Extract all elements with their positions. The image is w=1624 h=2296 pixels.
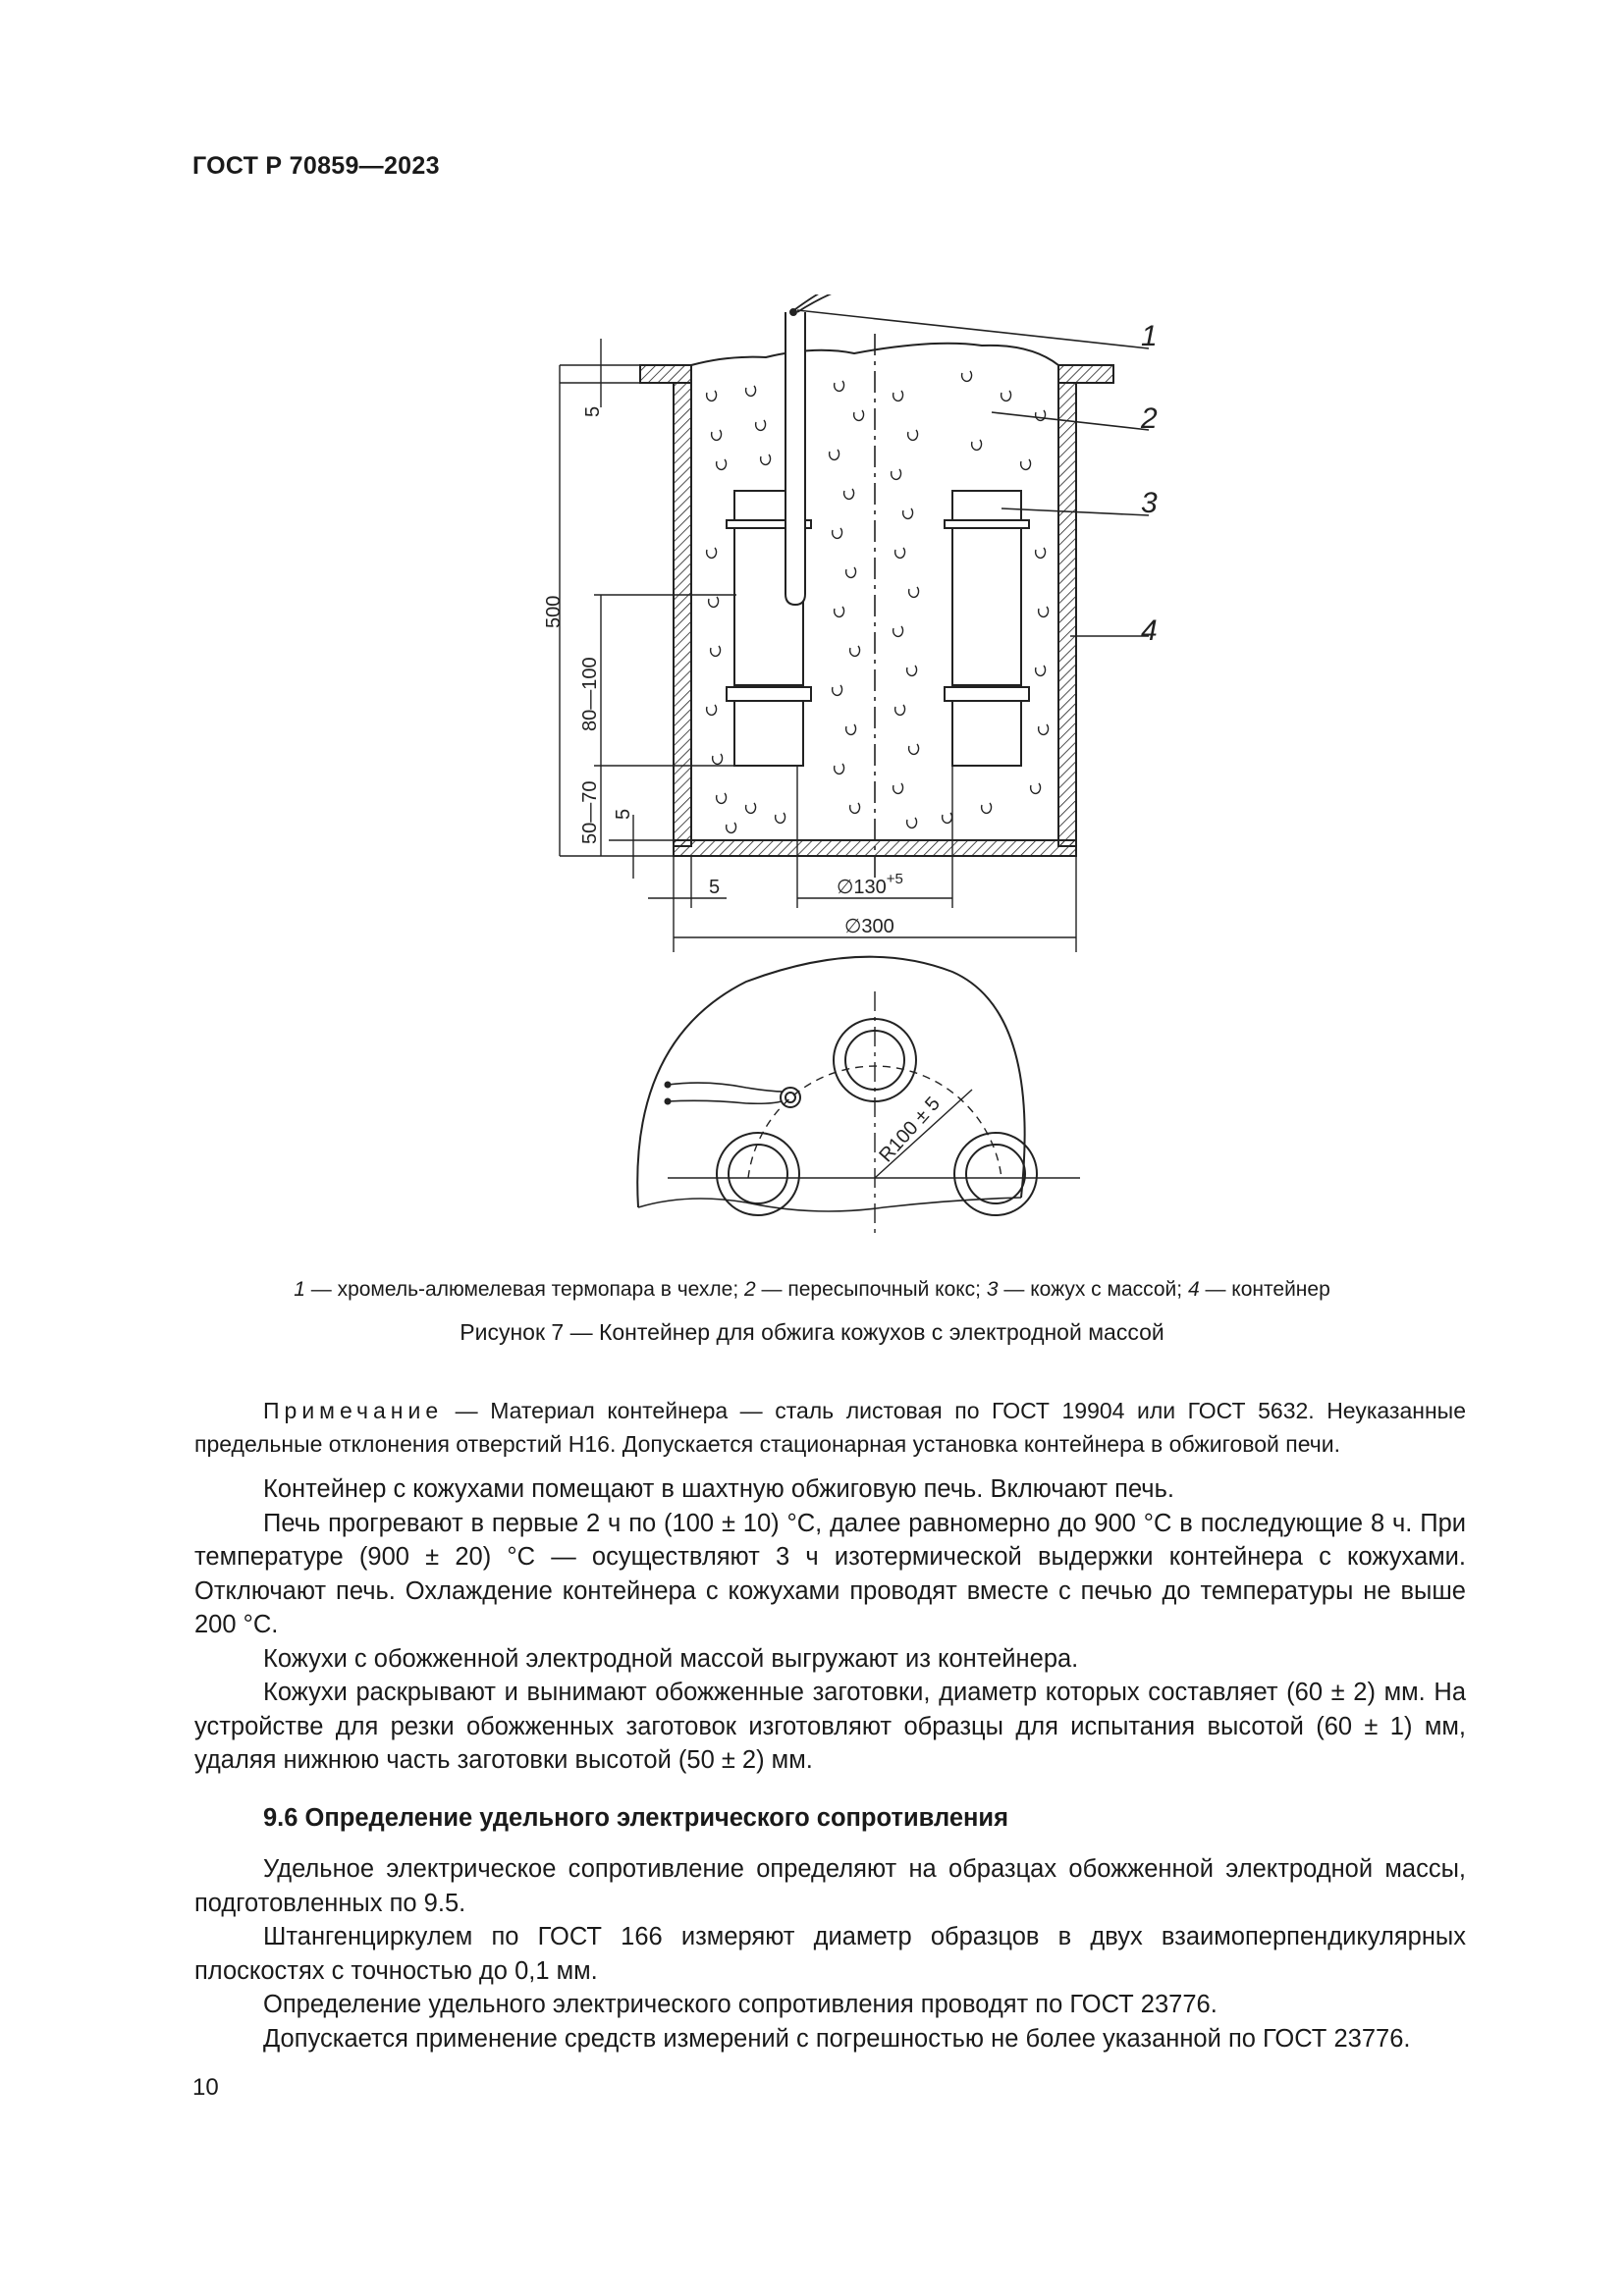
body-text <box>194 1472 1466 2056</box>
dim-300: ∅300 <box>844 916 894 937</box>
paragraph: Печь прогревают в первые 2 ч по (100 ± 10) °С, далее равномерно до 900 °С в последующие 8 ч. При температуре (900 ± 20) °С — осуществляют 3 ч изотермической выдержки контейнера с кожухами. Отключают печь. Охлаждение контейнера с кожухами проводят вместе с печью до температуры не выше 200 °С. <box>194 1509 1466 1638</box>
container-left-wall <box>674 383 691 846</box>
paragraph: Определение удельного электрического сопротивления проводят по ГОСТ 23776. <box>263 1991 1218 2018</box>
callout-2: 2 <box>1141 402 1158 435</box>
note-text: — Материал контейнера — сталь листовая по ГОСТ 19904 или ГОСТ 5632. Неуказанные предельные отклонения отверстий Н16. Допускается стационарная установка контейнера в обжиговой печи. <box>194 1398 1466 1457</box>
figure-legend: 1 — хромель-алюмелевая термопара в чехле; 2 — пересыпочный кокс; 3 — кожух с массой; 4 — контейнер <box>294 1278 1330 1301</box>
dim-5-wall: 5 <box>709 877 721 898</box>
callout-4: 4 <box>1141 614 1158 647</box>
callout-1: 1 <box>1141 320 1158 352</box>
plan-view <box>637 957 1080 1237</box>
note <box>194 1394 1466 1461</box>
document-code: ГОСТ Р 70859—2023 <box>192 152 440 180</box>
thermocouple-sheath <box>785 312 805 605</box>
figure-caption: Рисунок 7 — Контейнер для обжига кожухов с электродной массой <box>460 1319 1164 1345</box>
dim-130: $\emptyset 130^{+5}$ <box>837 871 903 898</box>
paragraph: Кожухи раскрывают и вынимают обожженные заготовки, диаметр которых составляет (60 ± 2) мм. На устройстве для резки обожженных заготовок изготовляют образцы для испытания высотой (60 ± 1) мм, удаляя нижнюю часть заготовки высотой (50 ± 2) мм. <box>194 1679 1466 1774</box>
right-casing <box>945 491 1029 766</box>
paragraph: Кожухи с обожженной электродной массой выгружают из контейнера. <box>263 1644 1079 1673</box>
dim-5-top: 5 <box>582 405 604 417</box>
paragraph: Удельное электрическое сопротивление определяют на образцах обожженной электродной массы, подготовленных по 9.5. <box>194 1855 1466 1917</box>
note-label: Примечание <box>263 1398 444 1423</box>
dim-50-70: 50—70 <box>579 780 601 844</box>
container-drawing <box>491 294 1178 1237</box>
dim-80-100: 80—100 <box>579 657 601 731</box>
paragraph: Штангенциркулем по ГОСТ 166 измеряют диаметр образцов в двух взаимоперпендикулярных плоскостях с точностью до 0,1 мм. <box>194 1923 1466 1985</box>
page-number: 10 <box>192 2074 219 2101</box>
container-right-wall <box>1058 383 1076 846</box>
paragraph: Допускается применение средств измерений с погрешностью не более указанной по ГОСТ 23776. <box>263 2024 1411 2053</box>
dim-5-bottom: 5 <box>613 808 634 820</box>
paragraph: Контейнер с кожухами помещают в шахтную обжиговую печь. Включают печь. <box>263 1475 1174 1503</box>
right-flange <box>1058 365 1113 383</box>
callout-3: 3 <box>1141 487 1158 519</box>
dim-radius: R100 ± 5 <box>875 1093 945 1167</box>
section-heading: 9.6 Определение удельного электрического сопротивления <box>263 1803 1008 1832</box>
dim-500: 500 <box>543 595 565 628</box>
left-flange <box>640 365 691 383</box>
